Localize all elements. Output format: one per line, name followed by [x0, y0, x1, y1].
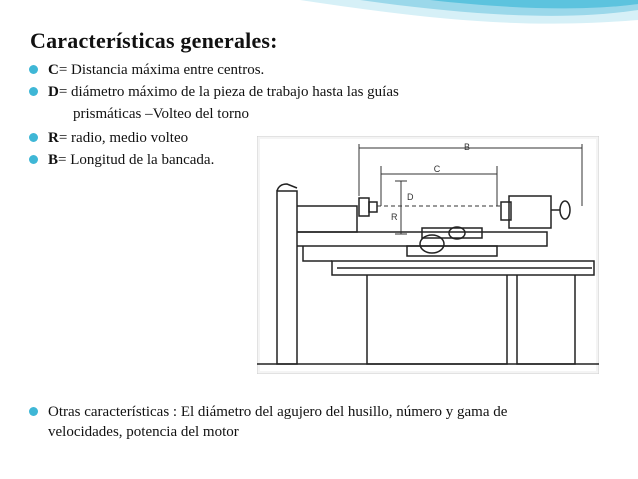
bullet-text: = Distancia máxima entre centros.: [58, 62, 265, 78]
bullet-icon: [29, 407, 38, 416]
bullet-key: B: [48, 152, 59, 168]
bullet-key: D: [48, 84, 59, 100]
other-characteristics-item: [30, 402, 620, 442]
dimension-label-b: B: [463, 142, 471, 152]
bullet-item-d: [30, 82, 399, 102]
bullet-item-c: [30, 60, 264, 80]
bullet-continuation: prismáticas –Volteo del torno: [73, 106, 249, 122]
bullet-text: = radio, medio volteo: [58, 130, 189, 146]
bullet-item-r: [30, 128, 188, 148]
lathe-diagram: [257, 136, 599, 374]
other-characteristics-line-1: Otras características : El diámetro del agujero del husillo, número y gama de: [48, 404, 508, 420]
bullet-item-b: [30, 150, 214, 170]
bullet-icon: [29, 155, 38, 164]
bullet-text: = diámetro máximo de la pieza de trabajo hasta las guías: [58, 84, 399, 100]
bullet-icon: [29, 87, 38, 96]
slide-title: Características generales:: [30, 28, 278, 53]
dimension-label-d: D: [407, 192, 414, 202]
bullet-icon: [29, 133, 38, 142]
bullet-key: R: [48, 130, 59, 146]
other-characteristics-line-2: velocidades, potencia del motor: [48, 424, 239, 440]
bullet-text: = Longitud de la bancada.: [58, 152, 215, 168]
dimension-label-c: C: [433, 164, 441, 174]
bullet-key: C: [48, 62, 59, 78]
bullet-icon: [29, 65, 38, 74]
dimension-label-r: R: [391, 212, 398, 222]
